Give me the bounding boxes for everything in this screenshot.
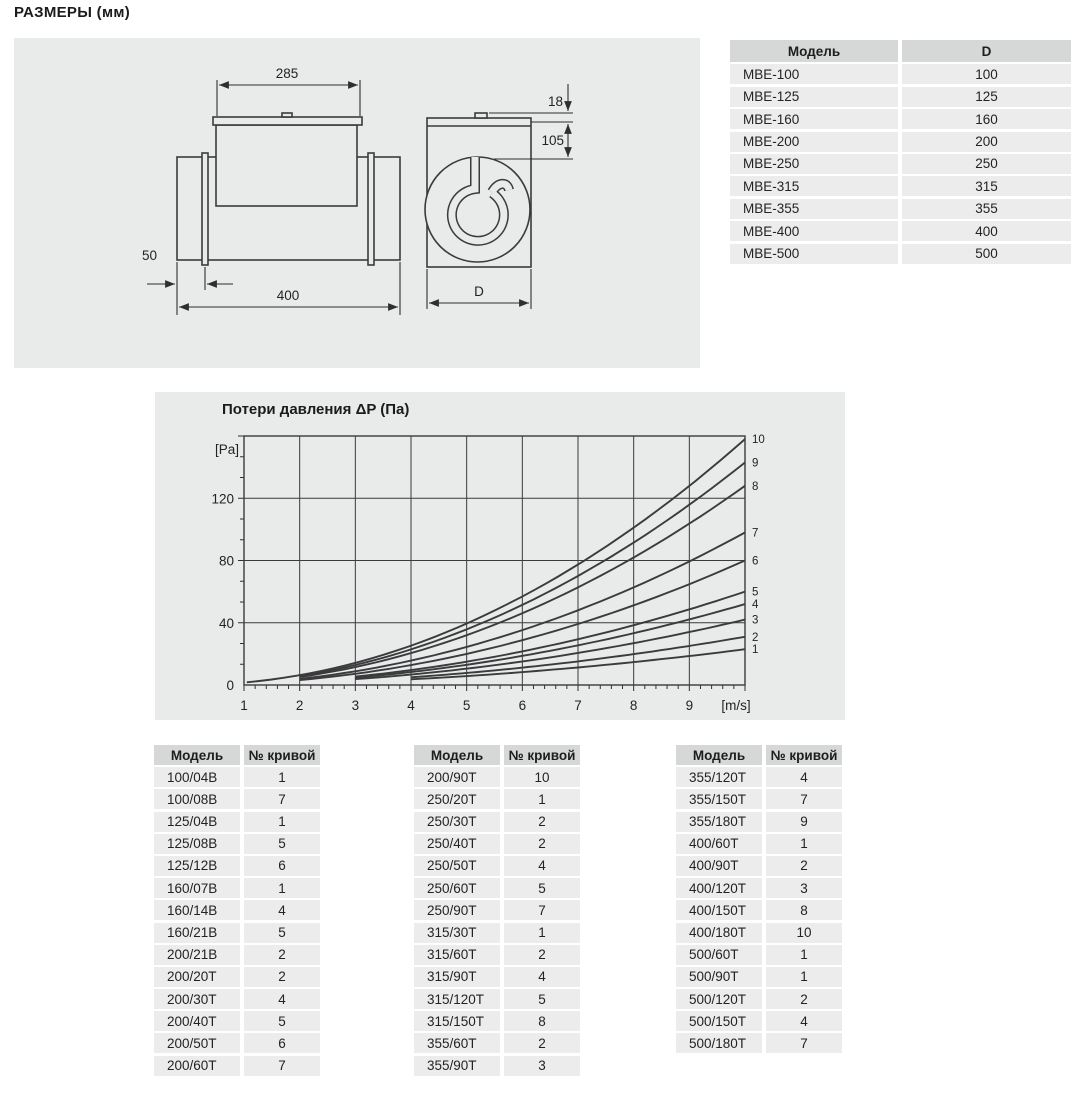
model-cell: МВЕ-315 [730,176,898,196]
lid-screw [282,113,292,117]
model-cell: 500/150Т [676,1011,762,1031]
model-cell: 500/60Т [676,945,762,965]
x-tick-label: 8 [629,698,638,713]
model-cell: 355/180Т [676,812,762,832]
model-cell: 400/150Т [676,900,762,920]
curve-table-header-model: Модель [676,745,762,765]
model-cell: 315/90Т [414,967,500,987]
x-tick-label: 7 [574,698,582,713]
curve-number-cell: 4 [766,767,842,787]
model-cell: 160/14В [154,900,240,920]
model-d-table-header-model: Модель [730,40,898,62]
model-cell: 355/90Т [414,1056,500,1076]
side-view [142,66,400,315]
curve-number-cell: 6 [244,856,320,876]
x-tick-label: 3 [351,698,360,713]
curve-number-cell: 5 [244,834,320,854]
y-tick-label: 0 [226,678,234,693]
model-cell: 250/60Т [414,878,500,898]
curve-number-cell: 4 [244,989,320,1009]
d-value-cell: 355 [902,199,1071,219]
dimensions-diagram-panel [14,38,700,368]
model-cell: 500/90Т [676,967,762,987]
model-cell: 400/60Т [676,834,762,854]
dim-18-label: 18 [547,94,563,109]
curve-number-cell: 7 [504,900,580,920]
curve-number-cell: 7 [244,789,320,809]
duct-heater-dimension-drawing [14,38,700,368]
curve-label-1: 1 [752,644,759,657]
model-cell: 355/150Т [676,789,762,809]
d-value-cell: 500 [902,244,1071,264]
d-value-cell: 200 [902,132,1071,152]
pressure-loss-chart [155,392,845,720]
model-cell: 200/50Т [154,1033,240,1053]
curve-number-cell: 2 [766,856,842,876]
curve-label-8: 8 [752,480,759,493]
terminal-box-lid [213,117,362,125]
model-cell: 315/60Т [414,945,500,965]
curve-number-cell: 2 [504,945,580,965]
model-cell: 355/60Т [414,1033,500,1053]
model-cell: 160/21В [154,923,240,943]
curve-number-cell: 1 [244,812,320,832]
curve-label-10: 10 [752,434,765,447]
model-cell: 200/30Т [154,989,240,1009]
curve-number-cell: 10 [766,923,842,943]
y-tick-label: 40 [218,615,234,631]
d-value-cell: 315 [902,176,1071,196]
d-value-cell: 125 [902,87,1071,107]
curve-label-5: 5 [752,586,759,599]
model-cell: МВЕ-355 [730,199,898,219]
x-tick-label: 1 [240,698,248,713]
curve-label-4: 4 [752,599,759,612]
x-tick-label: 6 [518,698,527,713]
curve-number-cell: 6 [244,1033,320,1053]
curve-number-cell: 5 [504,989,580,1009]
model-cell: 400/180Т [676,923,762,943]
curve-number-cell: 8 [504,1011,580,1031]
curve-number-cell: 7 [244,1056,320,1076]
page-title: РАЗМЕРЫ (мм) [14,4,131,21]
curve-number-cell: 7 [766,1033,842,1053]
curve-table-header-model: Модель [414,745,500,765]
model-d-table-header-d: D [902,40,1071,62]
model-cell: 400/90Т [676,856,762,876]
dim-285-label: 285 [275,66,299,81]
y-tick-label: 120 [211,491,234,507]
curve-number-cell: 4 [504,967,580,987]
model-cell: 160/07В [154,878,240,898]
curve-number-cell: 1 [504,923,580,943]
y-tick-label: 80 [218,553,234,569]
model-cell: 250/20Т [414,789,500,809]
model-cell: 250/50Т [414,856,500,876]
d-value-cell: 160 [902,109,1071,129]
model-d-table [730,40,1071,264]
model-cell: 400/120Т [676,878,762,898]
curve-label-3: 3 [752,614,759,627]
curve-4 [355,604,745,678]
curve-number-cell: 2 [504,834,580,854]
model-cell: 125/12В [154,856,240,876]
x-tick-label: 2 [295,698,304,713]
curve-label-9: 9 [752,457,759,470]
curve-number-cell: 5 [244,1011,320,1031]
curve-number-cell: 3 [766,878,842,898]
lid-screw-front [475,113,487,118]
model-cell: 315/120Т [414,989,500,1009]
curve-number-cell: 10 [504,767,580,787]
front-view [425,84,573,309]
curve-number-cell: 4 [244,900,320,920]
curve-table-header-curve: № кривой [766,745,842,765]
curve-number-cell: 1 [766,967,842,987]
d-value-cell: 400 [902,221,1071,241]
model-cell: 200/60Т [154,1056,240,1076]
x-tick-label: 5 [462,698,471,713]
dim-d-label: D [474,284,484,299]
model-cell: 500/180Т [676,1033,762,1053]
pressure-chart-panel [155,392,845,720]
model-cell: 355/120Т [676,767,762,787]
model-cell: 500/120Т [676,989,762,1009]
model-cell: 200/20Т [154,967,240,987]
curve-number-cell: 8 [766,900,842,920]
model-cell: МВЕ-500 [730,244,898,264]
d-value-cell: 250 [902,154,1071,174]
curve-number-cell: 2 [244,967,320,987]
curve-number-cell: 3 [504,1056,580,1076]
model-cell: МВЕ-125 [730,87,898,107]
curve-number-cell: 2 [244,945,320,965]
curve-label-6: 6 [752,555,759,568]
dim-400-label: 400 [276,288,300,303]
curve-table-2 [414,745,580,1076]
model-cell: 250/90Т [414,900,500,920]
curve-label-7: 7 [752,527,759,540]
curve-number-cell: 1 [504,789,580,809]
model-cell: 100/08В [154,789,240,809]
dim-50-label: 50 [142,248,158,263]
model-cell: 125/08В [154,834,240,854]
model-cell: 125/04В [154,812,240,832]
x-tick-label: 9 [685,698,694,713]
curve-table-1 [154,745,320,1076]
x-axis-unit: [m/s] [721,698,751,713]
model-cell: МВЕ-200 [730,132,898,152]
curve-number-cell: 4 [504,856,580,876]
left-flange [202,153,208,265]
model-cell: 315/30Т [414,923,500,943]
model-cell: 200/40Т [154,1011,240,1031]
curve-table-header-curve: № кривой [504,745,580,765]
curve-number-cell: 7 [766,789,842,809]
terminal-box [216,125,357,206]
curve-number-cell: 4 [766,1011,842,1031]
model-cell: МВЕ-400 [730,221,898,241]
chart-title: Потери давления ΔP (Па) [222,401,410,418]
dim-105-label: 105 [541,133,564,148]
d-value-cell: 100 [902,64,1071,84]
model-cell: МВЕ-100 [730,64,898,84]
curve-number-cell: 2 [504,1033,580,1053]
model-cell: МВЕ-250 [730,154,898,174]
curve-number-cell: 5 [244,923,320,943]
model-cell: 200/90Т [414,767,500,787]
curve-table-3 [676,745,842,1053]
right-flange [368,153,374,265]
curve-number-cell: 1 [244,767,320,787]
curve-number-cell: 5 [504,878,580,898]
curve-number-cell: 9 [766,812,842,832]
curve-number-cell: 2 [766,989,842,1009]
curve-table-header-model: Модель [154,745,240,765]
curve-number-cell: 2 [504,812,580,832]
x-tick-label: 4 [407,698,415,713]
y-axis-unit: [Pa] [214,442,239,457]
model-cell: 200/21В [154,945,240,965]
curve-label-2: 2 [752,631,759,644]
model-cell: 250/40Т [414,834,500,854]
model-cell: 250/30Т [414,812,500,832]
curve-number-cell: 1 [766,945,842,965]
curve-number-cell: 1 [244,878,320,898]
model-cell: МВЕ-160 [730,109,898,129]
curve-number-cell: 1 [766,834,842,854]
curve-table-header-curve: № кривой [244,745,320,765]
model-cell: 100/04В [154,767,240,787]
model-cell: 315/150Т [414,1011,500,1031]
